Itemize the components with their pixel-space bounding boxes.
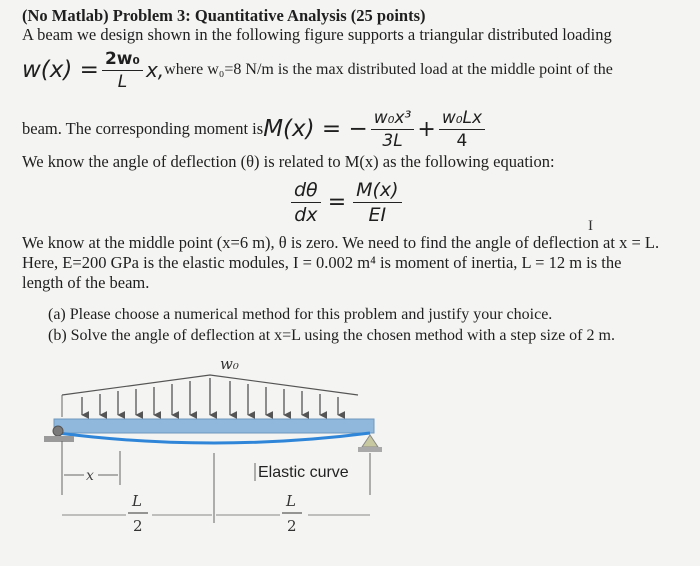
m-lhs: M(x) = − <box>263 116 368 142</box>
deflection-equation <box>288 174 405 230</box>
eq-equals: = <box>327 189 347 215</box>
right-roller-support <box>362 435 378 447</box>
left-pin-support <box>53 426 63 436</box>
dim2-num: L <box>286 492 296 510</box>
eq-num2: M(x) <box>353 179 401 203</box>
part-a: (a) Please choose a numerical method for this problem and justify your choice. <box>48 306 553 323</box>
moment-text: beam. The corresponding moment is <box>22 119 264 138</box>
w-lhs: w(x) = <box>22 57 99 83</box>
m-fraction-2 <box>439 108 485 151</box>
right-ground <box>358 447 382 452</box>
w-text: where w₀=8 N/m is the max distributed load at the middle point of the <box>164 61 613 78</box>
w-den: L <box>117 71 128 92</box>
m-frac1-num: w₀x³ <box>371 108 415 130</box>
left-ground <box>44 436 74 442</box>
paragraph-line-3: length of the beam. <box>22 273 150 292</box>
load-arrows <box>82 378 338 415</box>
eq-fraction-2 <box>353 179 401 226</box>
intro-line: A beam we design shown in the following figure supports a triangular distributed loading <box>22 25 612 44</box>
m-plus: + <box>417 116 436 142</box>
elastic-curve <box>58 433 370 443</box>
loading-equation-line <box>22 45 613 95</box>
dim2-den: 2 <box>287 517 297 535</box>
beam <box>54 419 374 433</box>
beam-figure <box>40 345 385 545</box>
m-frac2-den: 4 <box>456 130 468 151</box>
dim1-num: L <box>132 492 142 510</box>
problem-heading: (No Matlab) Problem 3: Quantitative Analysis (25 points) <box>22 6 426 25</box>
w-var: x, <box>145 58 165 82</box>
eq-num1: dθ <box>291 179 321 203</box>
eq-fraction-1 <box>291 179 321 226</box>
moment-equation-line <box>22 100 488 158</box>
w-fraction <box>102 49 143 92</box>
m-fraction-1 <box>371 108 415 151</box>
m-frac1-den: 3L <box>382 130 403 151</box>
load-label: w₀ <box>220 355 239 373</box>
m-frac2-num: w₀Lx <box>439 108 485 130</box>
eq-den2: EI <box>368 203 387 226</box>
part-b: (b) Solve the angle of deflection at x=L using the chosen method with a step size of 2 m. <box>48 327 615 344</box>
eq-den1: dx <box>294 203 318 226</box>
dim1-den: 2 <box>133 517 143 535</box>
text-cursor-icon: I <box>588 218 593 234</box>
w-num: 2w₀ <box>102 49 143 71</box>
paragraph-line-2: Here, E=200 GPa is the elastic modules, I = 0.002 m⁴ is moment of inertia, L = 12 m is the <box>22 253 622 272</box>
elastic-curve-label: Elastic curve <box>258 464 349 481</box>
x-label: x <box>86 468 94 484</box>
paragraph-line-1: We know at the middle point (x=6 m), θ is zero. We need to find the angle of deflection at x = L. <box>22 233 660 252</box>
deflection-text: We know the angle of deflection (θ) is related to M(x) as the following equation: <box>22 152 555 171</box>
